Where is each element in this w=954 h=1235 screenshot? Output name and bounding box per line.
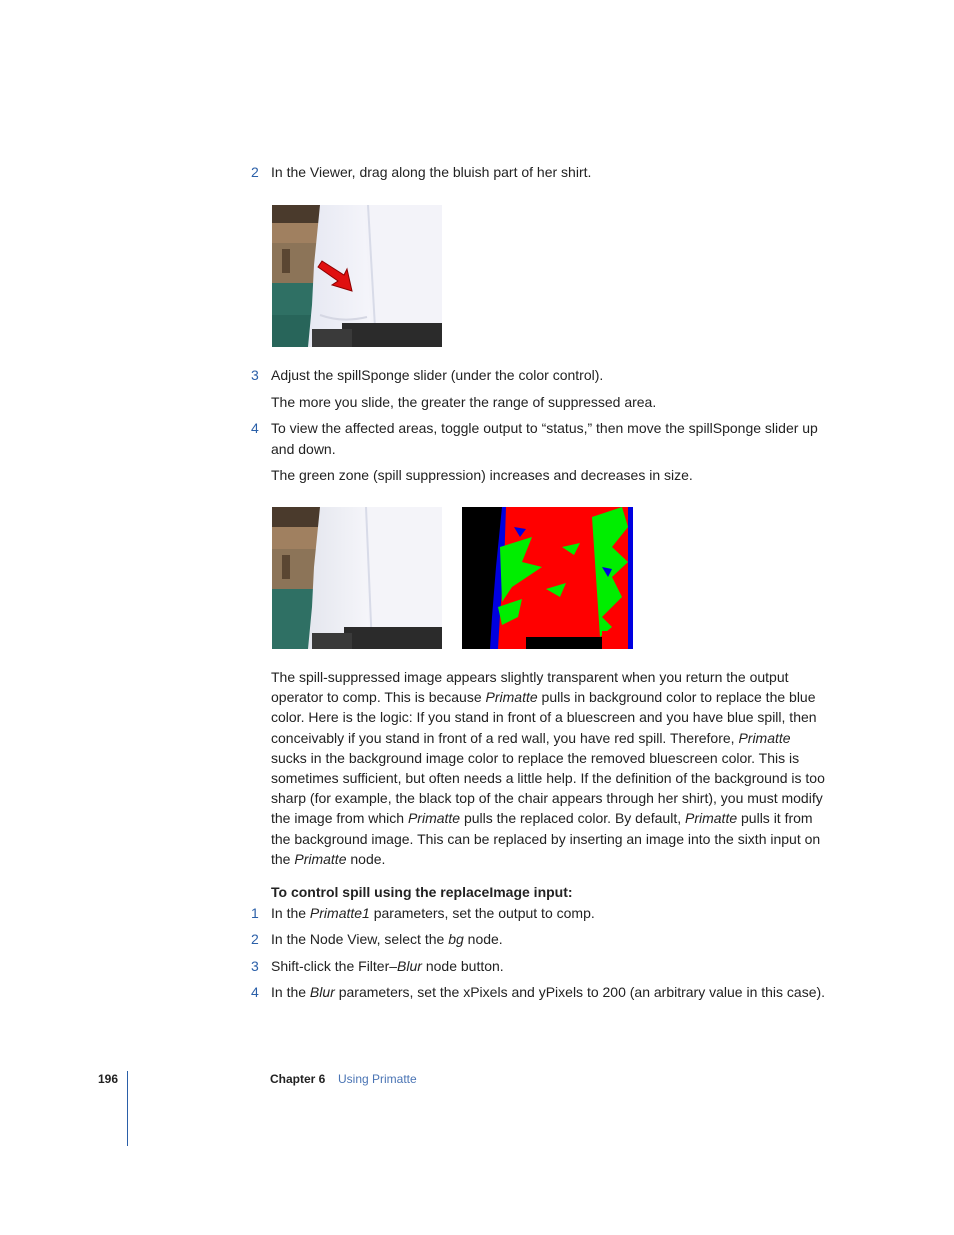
italic-term: bg [448, 931, 464, 947]
text-run: In the [271, 905, 310, 921]
text-run: parameters, set the output to comp. [369, 905, 595, 921]
text-run: sucks in the background image color to replace the removed bluescreen color. This is sometimes sufficient, but often needs a little help. If the definition of the background is too sharp (for example, the black top of the chair appears through her shirt), you must modify the image from which [271, 749, 825, 827]
italic-term: Primatte [485, 689, 538, 706]
step-text [271, 956, 841, 977]
italic-term: Blur [309, 984, 335, 1000]
procedure-step-1 [251, 903, 841, 924]
step-2 [251, 162, 841, 183]
text-run: In the Node View, select the [271, 931, 449, 947]
shirt-photo-illustration [272, 507, 442, 649]
step-number: 2 [251, 931, 259, 947]
text-run: pulls it from the background image. This can be replaced by inserting an image into the sixth input on the [271, 810, 821, 867]
procedure-step-4 [251, 982, 851, 1003]
text-run: In the [271, 984, 310, 1000]
italic-term: Primatte [407, 810, 461, 827]
step-4-note: The green zone (spill suppression) increases and decreases in size. [271, 467, 693, 483]
step-number: 1 [251, 905, 259, 921]
italic-term: Primatte [294, 850, 347, 867]
step-3-note: The more you slide, the greater the range of suppressed area. [271, 394, 657, 410]
italic-term: Primatte1 [309, 905, 370, 921]
text-run: Shift-click the Filter– [271, 958, 398, 974]
page-number: 196 [98, 1072, 119, 1086]
italic-term: Primatte [685, 810, 738, 827]
shirt-photo-illustration [272, 205, 442, 347]
step-text [271, 982, 851, 1003]
text-run: pulls in background color to replace the blue color. Here is the logic: If you stand in front of a bluescreen and you have blue spill, then conceivably if you stand in front of a red wall, you have red spill. Therefore, [271, 689, 817, 746]
procedure-step-2 [251, 929, 841, 950]
step-number: 4 [251, 984, 259, 1000]
step-text [271, 929, 841, 950]
step-text [271, 903, 841, 924]
text-run: pulls the replaced color. By default, [460, 810, 685, 827]
text-run: node button. [421, 958, 504, 974]
text-run: parameters, set the xPixels and yPixels to 200 (an arbitrary value in this case). [334, 984, 826, 1000]
step-3 [251, 365, 841, 386]
step-number: 3 [251, 367, 259, 383]
shirt-comp-image [272, 507, 442, 649]
footer-divider [127, 1071, 128, 1146]
chapter-title: Using Primatte [338, 1072, 417, 1086]
procedure-step-3 [251, 956, 841, 977]
italic-term: Blur [397, 958, 422, 974]
shirt-drag-image [272, 205, 442, 347]
step-4 [251, 418, 841, 459]
text-run: node. [463, 931, 503, 947]
chapter-label: Chapter 6 [270, 1072, 326, 1086]
body-paragraph [271, 667, 827, 869]
step-text: To view the affected areas, toggle output to “status,” then move the spillSponge slider up and down. [271, 420, 818, 457]
status-matte-illustration [462, 507, 633, 649]
text-run: node. [346, 850, 386, 867]
status-matte-image [462, 507, 633, 649]
step-number: 3 [251, 958, 259, 974]
step-number: 4 [251, 420, 259, 436]
step-text: In the Viewer, drag along the bluish part of her shirt. [271, 164, 592, 180]
procedure-heading: To control spill using the replaceImage input: [271, 884, 573, 900]
text-run: The spill-suppressed image appears slightly transparent when you return the output operator to comp. This is because [271, 669, 789, 706]
step-text: Adjust the spillSponge slider (under the color control). [271, 367, 604, 383]
italic-term: Primatte [738, 729, 791, 746]
step-number: 2 [251, 164, 259, 180]
